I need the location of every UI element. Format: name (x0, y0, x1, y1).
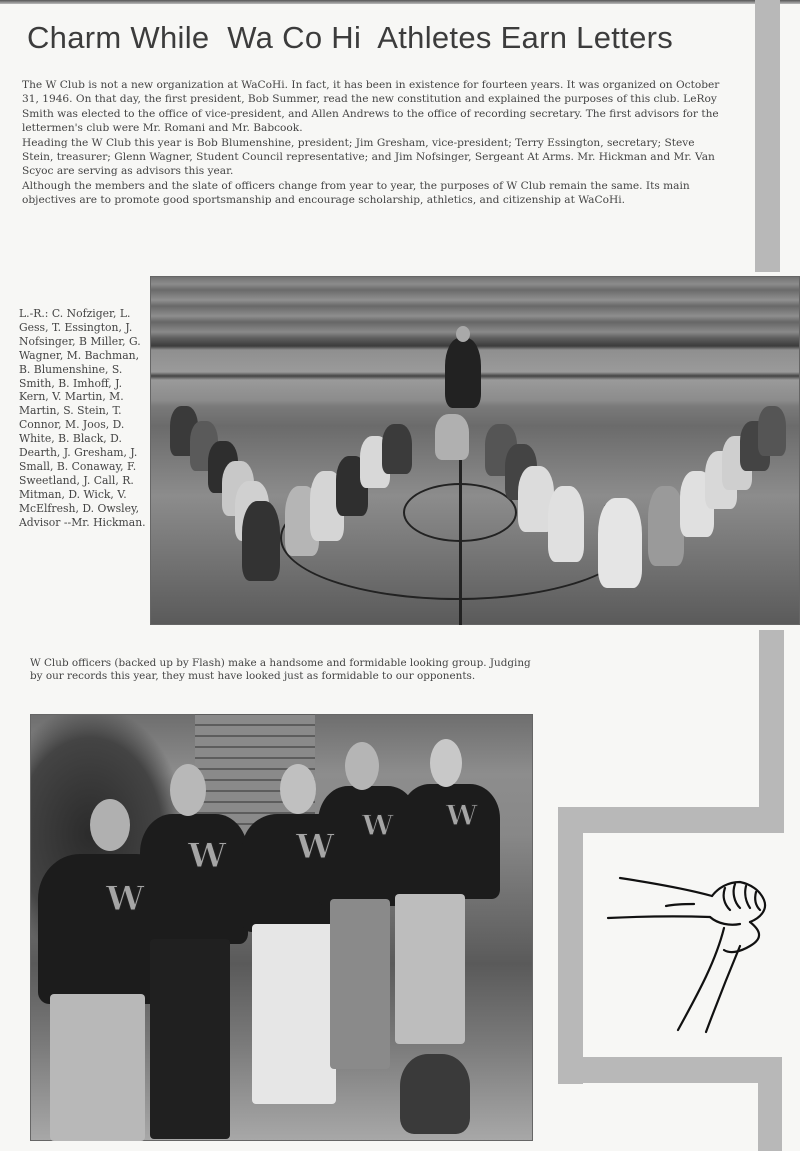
accent-bar-horizontal-lower (558, 1057, 782, 1083)
member-figure (548, 486, 584, 562)
jacket-letter-w: W (446, 799, 478, 832)
intro-paragraph-objectives: Although the members and the slate of officers change from year to year, the purposes of W Club remain the same. Its main objectives are to promote good sportsmanship and encourage scholarship, athletics, and citizenship at WaCoHi. (22, 179, 690, 207)
jacket-letter-w: W (362, 809, 394, 842)
accent-bar-horizontal-upper (558, 807, 784, 833)
accent-bar-top (755, 0, 780, 272)
page-top-edge (0, 0, 800, 4)
page-title: Charm While Wa Co Hi Athletes Earn Letters (27, 20, 674, 55)
member-figure (435, 414, 469, 460)
upper-arm-outline (620, 878, 712, 896)
clasped-hands-illustration (600, 870, 780, 1040)
accent-bar-right-upper (759, 630, 784, 833)
jacket-letter-w: W (188, 836, 227, 876)
letter-jacket (140, 814, 248, 944)
jacket-letter-w: W (106, 879, 145, 919)
finger-line (755, 892, 760, 910)
member-figure (598, 498, 642, 588)
officers-photo-caption: W Club officers (backed up by Flash) make a handsome and formidable looking group. Judging by our records this year, they must have looked just as formidable to our opponents. (30, 657, 531, 683)
officer-head (345, 742, 379, 790)
dog-flash (400, 1054, 470, 1134)
intro-text (22, 78, 722, 208)
finger-line (724, 888, 730, 910)
fist-outline (712, 882, 765, 922)
trousers (50, 994, 145, 1141)
advisor-head (456, 326, 470, 342)
member-figure (242, 501, 280, 581)
arm-crease (666, 904, 694, 906)
member-figure (758, 406, 786, 456)
second-arm-outline (678, 928, 724, 1030)
finger-line (745, 886, 750, 908)
intro-paragraph-officers: Heading the W Club this year is Bob Blumenshine, president; Jim Gresham, vice-president; Terry Essington, secretary; Steve Stein, treasurer; Glenn Wagner, Student Council representative; and Jim Nofsinger, Sergeant At Arms. Mr. Hickman and Mr. Van Scyoc are serving as advisors this year. (22, 136, 715, 178)
member-figure (382, 424, 412, 474)
trousers (330, 899, 390, 1069)
finger-line (734, 884, 740, 908)
officer-head (170, 764, 206, 816)
officer-head (280, 764, 316, 814)
trousers (150, 939, 230, 1139)
accent-bar-right-lower (758, 1057, 782, 1151)
advisor-figure (445, 338, 481, 408)
wrist-line (710, 917, 740, 925)
group-photo-gym (150, 276, 800, 625)
second-arm-outline (706, 946, 740, 1032)
intro-paragraph-history: The W Club is not a new organization at WaCoHi. In fact, it has been in existence for fourteen years. It was organized on October 31, 1946. On that day, the first president, Bob Summer, read the new constitution and explained the purposes of this club. LeRoy Smith was elected to the office of vice-president, and Allen Andrews to the office of recording secretary. The first advisors for the lettermen's club were Mr. Romani and Mr. Babcook. (22, 79, 720, 135)
lower-arm-outline (608, 916, 710, 918)
officers-photo (30, 714, 533, 1141)
trousers (252, 924, 336, 1104)
jacket-letter-w: W (296, 827, 335, 867)
grip-hand-outline (724, 922, 759, 952)
trousers (395, 894, 465, 1044)
group-photo-caption: L.-R.: C. Nofziger, L. Gess, T. Essington, J. Nofsinger, B Miller, G. Wagner, M. Bachman, B. Blumenshine, S. Smith, B. Imhoff, J. Kern, V. Martin, M. Martin, S. Stein, T. Connor, M. Joos, D. White, B. Black, D. Dearth, J. Gresham, J. Small, B. Conaway, F. Sweetland, J. Call, R. Mitman, D. Wick, V. McElfresh, D. Owsley, Advisor --Mr. Hickman. (19, 307, 146, 529)
officer-head (90, 799, 130, 851)
officer-head (430, 739, 462, 787)
accent-bar-left (558, 807, 583, 1084)
member-figure (648, 486, 684, 566)
